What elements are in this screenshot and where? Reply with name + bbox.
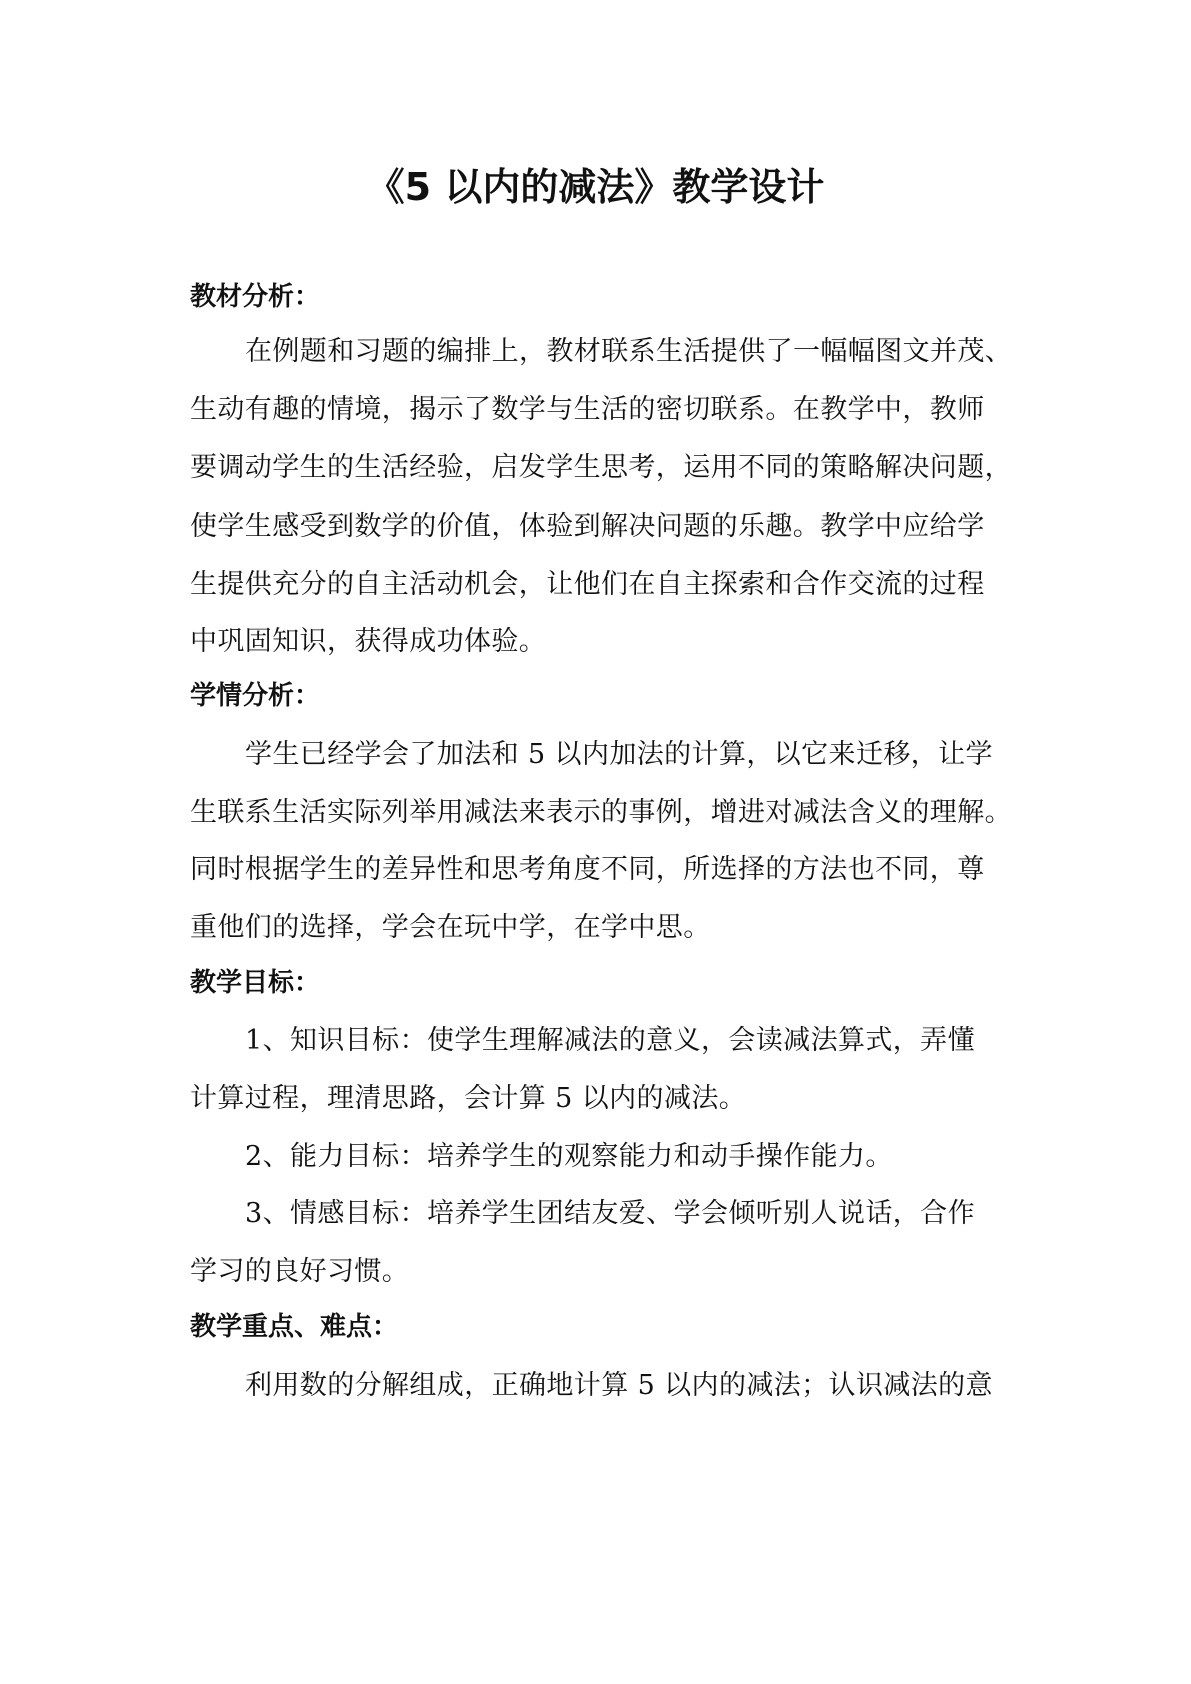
paragraph-line: 要调动学生的生活经验，启发学生思考，运用不同的策略解决问题， (190, 452, 1012, 483)
paragraph-line: 生动有趣的情境，揭示了数学与生活的密切联系。在教学中，教师 (190, 394, 985, 425)
section-heading-student-analysis: 学情分析： (190, 681, 321, 711)
section-heading-textbook-analysis: 教材分析： (190, 282, 321, 312)
paragraph-line: 3、情感目标：培养学生团结友爱、学会倾听别人说话，合作 (245, 1198, 975, 1229)
section-heading-teaching-goals: 教学目标： (190, 968, 321, 998)
paragraph-line: 使学生感受到数学的价值，体验到解决问题的乐趣。教学中应给学 (190, 511, 985, 542)
paragraph-line: 同时根据学生的差异性和思考角度不同，所选择的方法也不同，尊 (190, 854, 985, 885)
paragraph-line: 重他们的选择，学会在玩中学，在学中思。 (190, 912, 711, 943)
paragraph-line: 学习的良好习惯。 (190, 1256, 410, 1287)
paragraph-line: 在例题和习题的编排上，教材联系生活提供了一幅幅图文并茂、 (245, 336, 1013, 367)
paragraph-line: 2、能力目标：培养学生的观察能力和动手操作能力。 (245, 1141, 893, 1172)
paragraph-line: 生联系生活实际列举用减法来表示的事例，增进对减法含义的理解。 (190, 797, 1012, 828)
paragraph-line: 计算过程，理清思路，会计算 5 以内的减法。 (190, 1083, 747, 1114)
paragraph-line: 生提供充分的自主活动机会，让他们在自主探索和合作交流的过程 (190, 569, 985, 600)
paragraph-line: 学生已经学会了加法和 5 以内加法的计算，以它来迁移，让学 (245, 739, 993, 770)
paragraph-line: 中巩固知识，获得成功体验。 (190, 626, 547, 657)
section-heading-key-points: 教学重点、难点： (190, 1312, 399, 1342)
document-title: 《5 以内的减法》教学设计 (366, 165, 825, 209)
paragraph-line: 利用数的分解组成，正确地计算 5 以内的减法；认识减法的意 (245, 1370, 993, 1401)
paragraph-line: 1、知识目标：使学生理解减法的意义，会读减法算式，弄懂 (245, 1025, 975, 1056)
